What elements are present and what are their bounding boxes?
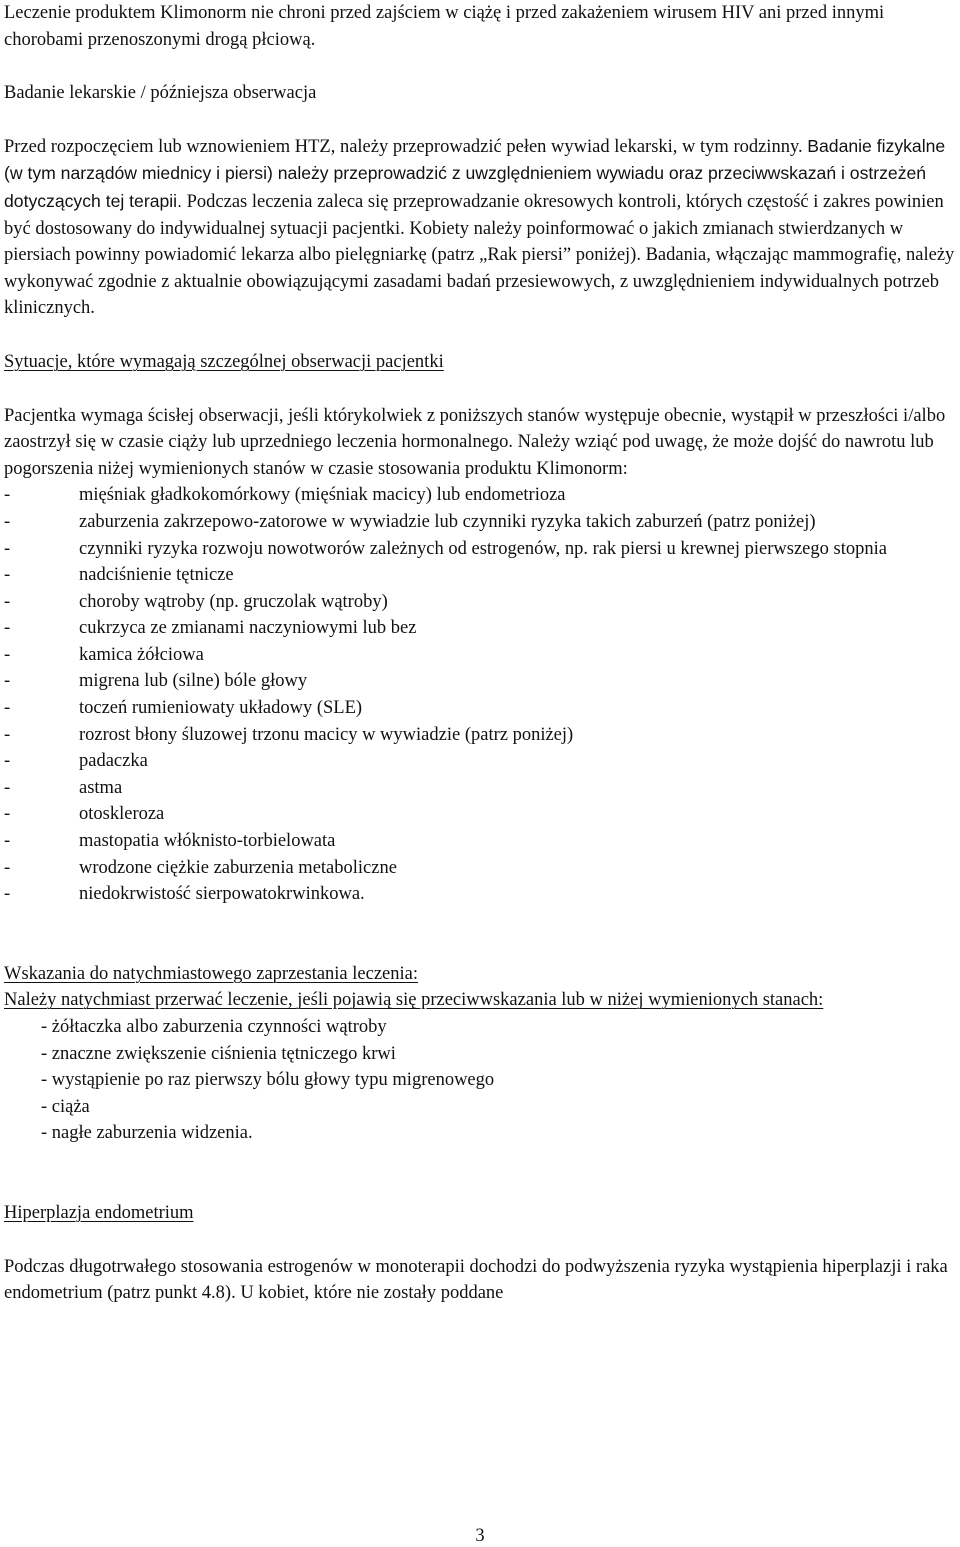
list-item-text: czynniki ryzyka rozwoju nowotworów zależnych od estrogenów, np. rak piersi u krewnej pierwszego stopnia — [79, 538, 887, 559]
list-item — [4, 536, 956, 563]
medical-exam-text-c: Podczas leczenia zaleca się przeprowadzanie okresowych kontroli, których częstość i zakres powinien być dostosowany do indywidualnej sytuacji pacjentki. Kobiety należy poinformować o jakich zmianach stwierdzanych w piersiach powinny powiadomić lekarza albo pielęgniarkę (patrz „Rak piersi” poniżej). Badania, włączając mammografię, należy wykonywać zgodnie z aktualnie obowiązującymi zasadami badań przesiewowych, z uwzględnieniem indywidualnych potrzeb klinicznych. — [4, 191, 955, 319]
hyperplasia-paragraph: Podczas długotrwałego stosowania estrogenów w monoterapii dochodzi do podwyższenia ryzyka wystąpienia hiperplazji i raka endometrium (patrz punkt 4.8). U kobiet, które nie zostały poddane — [4, 1256, 948, 1304]
dash-marker: - — [4, 831, 11, 852]
dash-marker: - — [4, 671, 11, 692]
list-item — [4, 695, 956, 722]
dash-marker: - — [4, 804, 11, 825]
list-item — [4, 828, 956, 855]
document-page — [4, 0, 956, 1307]
dash-marker: - — [4, 777, 11, 798]
list-item — [4, 642, 956, 669]
list-item-text: migrena lub (silne) bóle głowy — [79, 671, 308, 692]
list-item-text: astma — [79, 777, 123, 798]
discontinuation-heading: Wskazania do natychmiastowego zaprzestania leczenia: — [4, 963, 418, 984]
dash-marker: - — [4, 618, 11, 639]
discontinuation-subheading: Należy natychmiast przerwać leczenie, jeśli pojawią się przeciwwskazania lub w niżej wymienionych stanach: — [4, 990, 824, 1011]
dash-marker: - — [4, 644, 11, 665]
medical-exam-text-b: Badanie fizykalne (w tym narządów miednicy i piersi) należy przeprowadzić z uwzględnieniem wywiadu oraz przeciwwskazań i ostrzeżeń dotyczących tej terapii. — [4, 135, 946, 211]
list-item — [4, 615, 956, 642]
dash-marker: - — [4, 511, 11, 532]
list-item — [4, 775, 956, 802]
special-observation-paragraph: Pacjentka wymaga ścisłej obserwacji, jeśli którykolwiek z poniższych stanów występuje obecnie, wystąpił w przeszłości i/albo zaostrzył się w czasie ciąży lub uprzedniego leczenia hormonalnego. Należy wziąć pod uwagę, że może dojść do nawrotu lub pogorszenia niżej wymienionych stanów w czasie stosowania produktu Klimonorm: — [4, 405, 946, 479]
dash-marker: - — [4, 538, 11, 559]
medical-exam-heading: Badanie lekarskie / późniejsza obserwacja — [4, 83, 317, 104]
list-item — [4, 589, 956, 616]
list-item: - nagłe zaburzenia widzenia. — [41, 1123, 253, 1144]
list-item — [4, 722, 956, 749]
list-item — [4, 509, 956, 536]
list-item-text: mięśniak gładkokomórkowy (mięśniak macicy) lub endometrioza — [79, 485, 566, 506]
list-item-text: nadciśnienie tętnicze — [79, 565, 234, 586]
list-item-text: otoskleroza — [79, 804, 165, 825]
list-item: - ciąża — [41, 1096, 90, 1117]
special-observation-heading: Sytuacje, które wymagają szczególnej obserwacji pacjentki — [4, 351, 444, 372]
dash-marker: - — [4, 884, 11, 905]
list-item-text: zaburzenia zakrzepowo-zatorowe w wywiadzie lub czynniki ryzyka takich zaburzeń (patrz poniżej) — [79, 511, 816, 532]
dash-marker: - — [4, 565, 11, 586]
dash-marker: - — [4, 591, 11, 612]
list-item-text: padaczka — [79, 751, 148, 772]
medical-exam-text-a: Przed rozpoczęciem lub wznowieniem HTZ, należy przeprowadzić pełen wywiad lekarski, w tym rodzinny. — [4, 136, 808, 157]
dash-marker: - — [4, 751, 11, 772]
list-item-text: mastopatia włóknisto-torbielowata — [79, 831, 336, 852]
list-item — [4, 562, 956, 589]
dash-marker: - — [4, 857, 11, 878]
list-item — [4, 801, 956, 828]
page-number: 3 — [475, 1526, 485, 1546]
list-item-text: toczeń rumieniowaty układowy (SLE) — [79, 698, 363, 719]
list-item-text: choroby wątroby (np. gruczolak wątroby) — [79, 591, 388, 612]
list-item — [4, 748, 956, 775]
list-item-text: kamica żółciowa — [79, 644, 204, 665]
list-item — [4, 855, 956, 882]
list-item-text: niedokrwistość sierpowatokrwinkowa. — [79, 884, 365, 905]
dash-marker: - — [4, 485, 11, 506]
conditions-list — [4, 482, 956, 908]
list-item — [4, 668, 956, 695]
discontinuation-list — [4, 1014, 956, 1147]
list-item: - znaczne zwiększenie ciśnienia tętniczego krwi — [41, 1043, 396, 1064]
dash-marker: - — [4, 698, 11, 719]
intro-paragraph: Leczenie produktem Klimonorm nie chroni przed zajściem w ciążę i przed zakażeniem wirusem HIV ani przed innymi chorobami przenoszonymi drogą płciową. — [4, 3, 885, 50]
list-item-text: wrodzone ciężkie zaburzenia metaboliczne — [79, 857, 397, 878]
hyperplasia-heading: Hiperplazja endometrium — [4, 1202, 194, 1223]
list-item: - wystąpienie po raz pierwszy bólu głowy typu migrenowego — [41, 1070, 495, 1091]
list-item — [4, 881, 956, 908]
dash-marker: - — [4, 724, 11, 745]
list-item: - żółtaczka albo zaburzenia czynności wątroby — [41, 1017, 387, 1037]
list-item-text: cukrzyca ze zmianami naczyniowymi lub bez — [79, 618, 417, 639]
list-item — [4, 482, 956, 509]
medical-exam-paragraph — [4, 133, 956, 322]
list-item-text: rozrost błony śluzowej trzonu macicy w wywiadzie (patrz poniżej) — [79, 724, 574, 745]
